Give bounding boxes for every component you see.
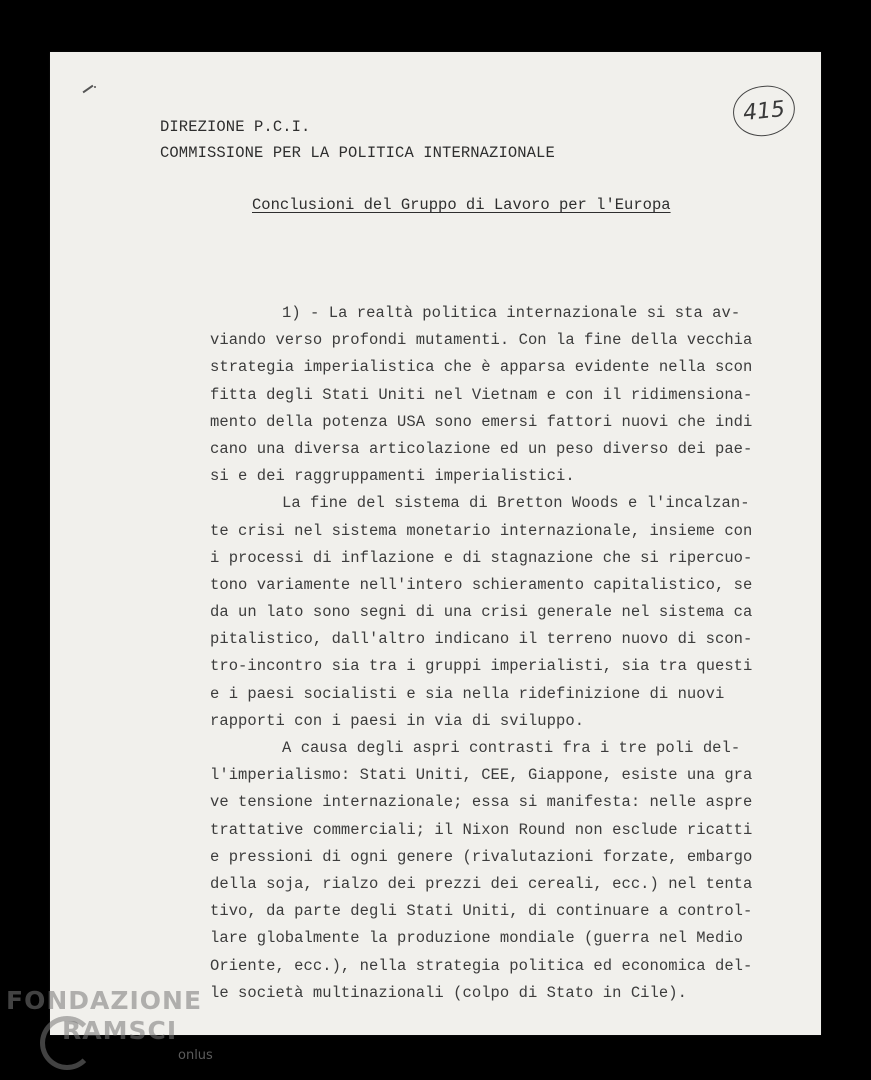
body-line: strategia imperialistica che è apparsa evidente nella scon — [210, 358, 753, 377]
body-line: della soja, rialzo dei prezzi dei cereali, ecc.) nel tenta — [210, 874, 753, 893]
watermark-line-1: FONDAZIONE — [6, 986, 203, 1015]
body-line: Oriente, ecc.), nella strategia politica ed economica del- — [210, 956, 753, 975]
body-line: ve tensione internazionale; essa si manifesta: nelle aspre — [210, 793, 753, 812]
body-line: i processi di inflazione e di stagnazione che si ripercuo- — [210, 548, 753, 567]
body-line: te crisi nel sistema monetario internazionale, insieme con — [210, 521, 753, 540]
body-line: l'imperialismo: Stati Uniti, CEE, Giappone, esiste una gra — [210, 766, 753, 785]
body-line: viando verso profondi mutamenti. Con la fine della vecchia — [210, 331, 753, 350]
body-line: tro-incontro sia tra i gruppi imperialisti, sia tra questi — [210, 657, 753, 676]
body-line: A causa degli aspri contrasti fra i tre poli del- — [282, 739, 741, 757]
body-line: le società multinazionali (colpo di Stato in Cile). — [210, 983, 687, 1002]
header-line-2: COMMISSIONE PER LA POLITICA INTERNAZIONALE — [160, 144, 555, 162]
body-line: rapporti con i paesi in via di sviluppo. — [210, 711, 585, 730]
body-line: tono variamente nell'intero schieramento capitalistico, se — [210, 575, 753, 594]
body-line: da un lato sono segni di una crisi generale nel sistema ca — [210, 603, 753, 622]
body-line: mento della potenza USA sono emersi fattori nuovi che indi — [210, 412, 753, 431]
watermark-onlus: onlus — [178, 1048, 213, 1063]
body-line: fitta degli Stati Uniti nel Vietnam e con il ridimensiona- — [210, 385, 753, 404]
body-line: trattative commerciali; il Nixon Round non esclude ricatti — [210, 820, 753, 839]
body-line: e i paesi socialisti e sia nella ridefinizione di nuovi — [210, 684, 725, 703]
body-line: pitalistico, dall'altro indicano il terreno nuovo di scon- — [210, 630, 753, 649]
body-line: tivo, da parte degli Stati Uniti, di continuare a control- — [210, 902, 753, 921]
body-line: e pressioni di ogni genere (rivalutazioni forzate, embargo — [210, 847, 753, 866]
body-text — [210, 300, 770, 1007]
page-number: 415 — [741, 96, 787, 126]
body-line: lare globalmente la produzione mondiale (guerra nel Medio — [210, 929, 744, 948]
body-line: si e dei raggruppamenti imperialistici. — [210, 467, 575, 486]
pen-dot — [94, 86, 96, 88]
header-line-1: DIREZIONE P.C.I. — [160, 118, 311, 136]
body-line: 1) - La realtà politica internazionale si sta av- — [282, 304, 741, 322]
document-title: Conclusioni del Gruppo di Lavoro per l'Europa — [252, 196, 671, 214]
watermark-line-2: RAMSCI — [62, 1016, 178, 1045]
body-line: cano una diversa articolazione ed un peso diverso dei pae- — [210, 439, 753, 458]
watermark-logo — [6, 986, 213, 1063]
body-line: La fine del sistema di Bretton Woods e l'incalzan- — [282, 494, 750, 513]
